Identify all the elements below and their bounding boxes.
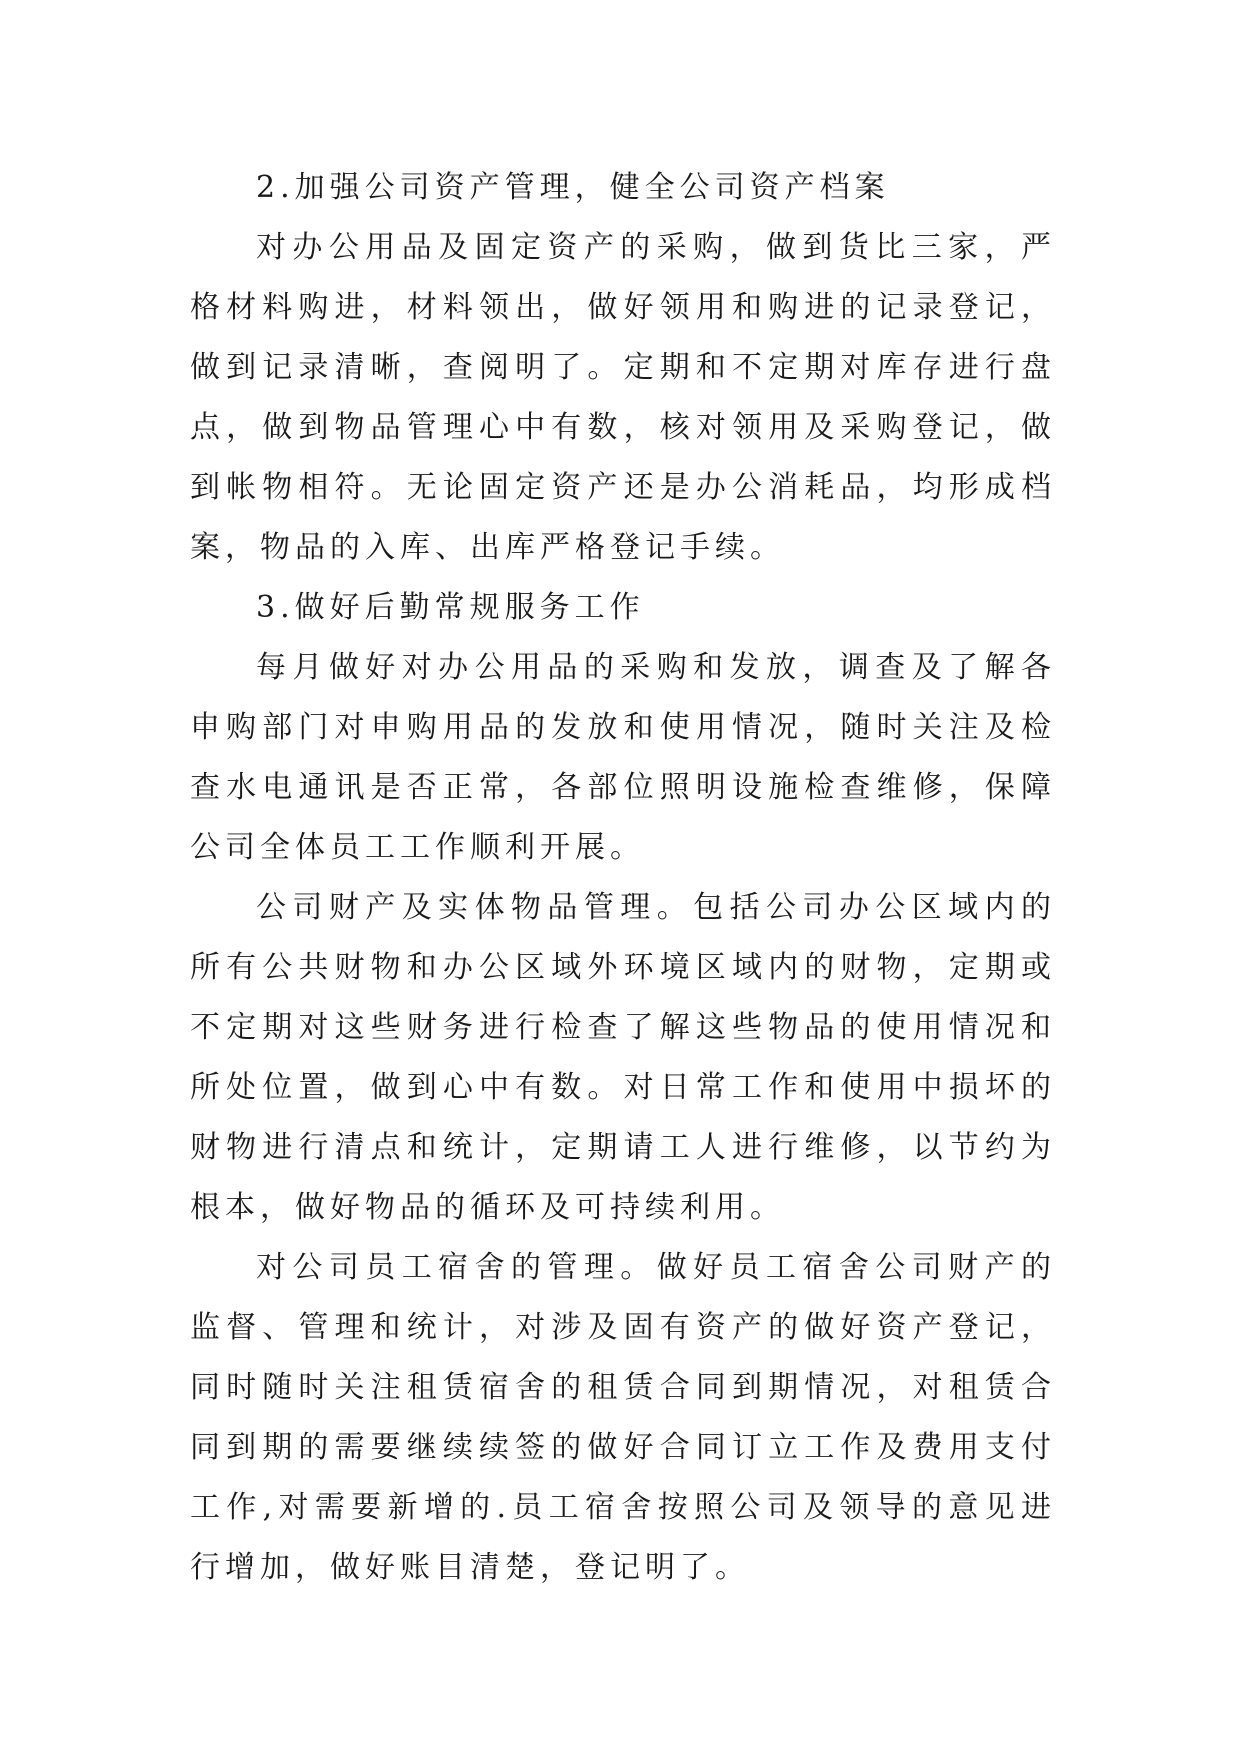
paragraph-office-supplies: 每月做好对办公用品的采购和发放，调查及了解各申购部门对申购用品的发放和使用情况，随时关注及检查水电通讯是否正常，各部位照明设施检查维修，保障公司全体员工工作顺利开展。 (190, 650, 1056, 865)
paragraph-asset-management: 对办公用品及固定资产的采购，做到货比三家，严格材料购进，材料领出，做好领用和购进的记录登记，做到记录清晰，查阅明了。定期和不定期对库存进行盘点，做到物品管理心中有数，核对领用及采购登记，做到帐物相符。无论固定资产还是办公消耗品，均形成档案，物品的入库、出库严格登记手续。 (190, 230, 1056, 565)
paragraph-dormitory-management: 对公司员工宿舍的管理。做好员工宿舍公司财产的监督、管理和统计，对涉及固有资产的做好资产登记，同时随时关注租赁宿舍的租赁合同到期情况，对租赁合同到期的需要继续续签的做好合同订立工作及费用支付工作,对需要新增的.员工宿舍按照公司及领导的意见进行增加，做好账目清楚，登记明了。 (190, 1250, 1056, 1585)
paragraph-property-management: 公司财产及实体物品管理。包括公司办公区域内的所有公共财物和办公区域外环境区域内的财物，定期或不定期对这些财务进行检查了解这些物品的使用情况和所处位置，做到心中有数。对日常工作和使用中损坏的财物进行清点和统计，定期请工人进行维修，以节约为根本，做好物品的循环及可持续利用。 (190, 890, 1056, 1225)
section-heading-3: 3.做好后勤常规服务工作 (256, 590, 645, 625)
section-heading-2: 2.加强公司资产管理，健全公司资产档案 (256, 170, 890, 205)
document-body (190, 158, 1056, 1598)
